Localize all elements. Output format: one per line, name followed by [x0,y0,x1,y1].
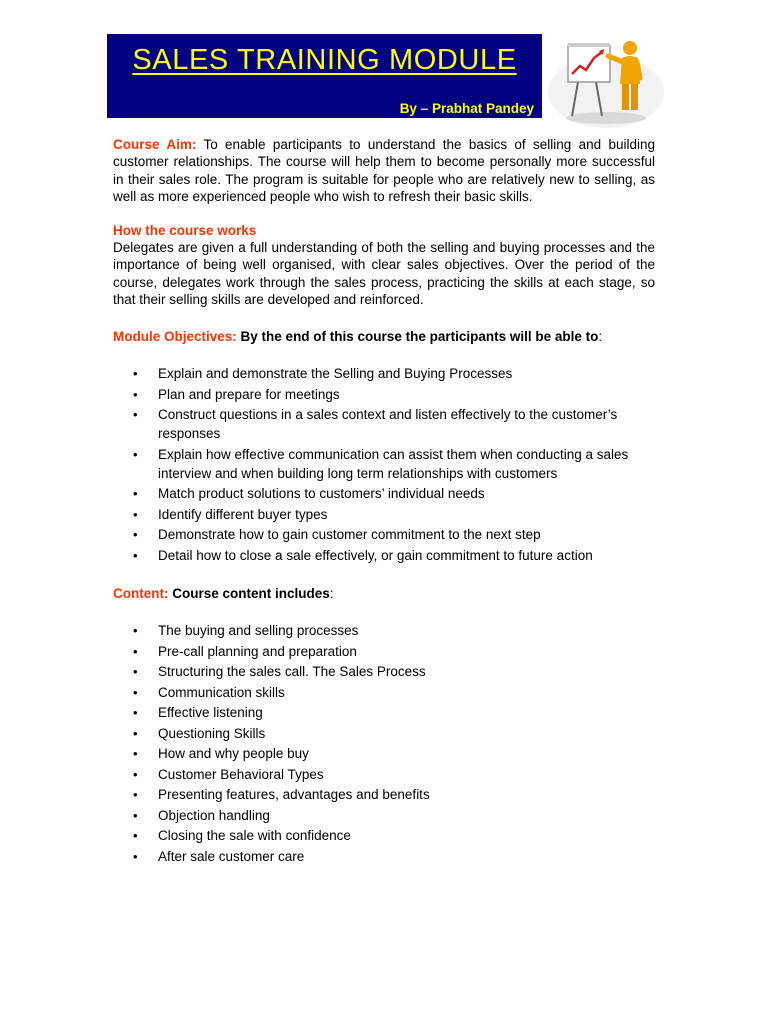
objectives-list [113,364,655,565]
bullet-icon: • [133,705,138,721]
list-item-text: Structuring the sales call. The Sales Process [158,664,426,680]
list-item-text: The buying and selling processes [158,623,359,639]
bullet-icon: • [133,807,138,823]
bullet-icon: • [133,527,138,543]
list-item-text: After sale customer care [158,848,305,864]
list-item [113,385,655,404]
bullet-icon: • [133,446,138,462]
list-item-text: Presenting features, advantages and benefits [158,787,430,803]
list-item-text: Explain how effective communication can assist them when conducting a sales interview and when building long term relationships with customers [158,446,629,481]
bullet-icon: • [133,787,138,803]
bullet-icon: • [133,506,138,522]
list-item [113,405,655,443]
bullet-icon: • [133,547,138,563]
list-item-text: Identify different buyer types [158,506,328,522]
objectives-heading [113,328,655,345]
content-heading [113,585,655,602]
how-course-works-heading: How the course works [113,222,257,238]
bullet-icon: • [133,684,138,700]
course-aim-paragraph [113,136,655,206]
content-list [113,621,655,866]
list-item [113,642,655,661]
document-title: SALES TRAINING MODULE [132,44,517,76]
list-item [113,765,655,784]
list-item [113,621,655,640]
list-item [113,484,655,503]
list-item [113,546,655,565]
bullet-icon: • [133,486,138,502]
list-item [113,364,655,383]
list-item-text: Construct questions in a sales context and listen effectively to the customer’s responses [158,407,618,442]
content-colon: : [329,586,334,602]
list-item [113,847,655,866]
list-item [113,724,655,743]
bullet-icon: • [133,407,138,423]
bullet-icon: • [133,848,138,864]
objectives-colon: : [598,328,603,344]
course-aim-label: Course Aim: [113,137,197,152]
list-item [113,744,655,763]
list-item-text: How and why people buy [158,746,309,762]
bullet-icon: • [133,386,138,402]
list-item-text: Communication skills [158,684,285,700]
course-aim-text: To enable participants to understand the basics of selling and building customer relationships. The course will help them to become personally more successful in their sales role. The program is suitable for people who are relatively new to selling, as well as more experienced people who wish to refresh their basic skills. [113,137,655,205]
list-item [113,806,655,825]
list-item [113,445,655,483]
bullet-icon: • [133,725,138,741]
list-item [113,683,655,702]
list-item-text: Questioning Skills [158,725,266,741]
list-item [113,826,655,845]
bullet-icon: • [133,664,138,680]
list-item [113,505,655,524]
presenter-with-rising-chart-icon [548,32,664,128]
content-intro: Course content includes [172,586,330,602]
list-item-text: Explain and demonstrate the Selling and Buying Processes [158,366,513,382]
title-banner [107,34,542,118]
list-item [113,662,655,681]
bullet-icon: • [133,766,138,782]
list-item [113,703,655,722]
list-item-text: Demonstrate how to gain customer commitment to the next step [158,527,541,543]
content-label: Content: [113,586,169,602]
bullet-icon: • [133,643,138,659]
list-item [113,525,655,544]
objectives-label: Module Objectives: [113,328,237,344]
list-item-text: Effective listening [158,705,263,721]
document-body [113,136,655,867]
author-byline: By – Prabhat Pandey [399,101,534,116]
list-item-text: Match product solutions to customers’ individual needs [158,486,485,502]
list-item [113,785,655,804]
bullet-icon: • [133,623,138,639]
list-item-text: Pre-call planning and preparation [158,643,357,659]
list-item-text: Plan and prepare for meetings [158,386,340,402]
list-item-text: Customer Behavioral Types [158,766,324,782]
bullet-icon: • [133,828,138,844]
list-item-text: Closing the sale with confidence [158,828,351,844]
list-item-text: Objection handling [158,807,270,823]
list-item-text: Detail how to close a sale effectively, or gain commitment to future action [158,547,593,563]
bullet-icon: • [133,366,138,382]
bullet-icon: • [133,746,138,762]
how-course-works-text: Delegates are given a full understanding of both the selling and buying processes and the importance of being well organised, with clear sales objectives. Over the period of the course, delegates work through the sales process, practicing the skills at each stage, so that their selling skills are developed and reinforced. [113,240,655,308]
objectives-intro: By the end of this course the participants will be able to [240,328,599,344]
